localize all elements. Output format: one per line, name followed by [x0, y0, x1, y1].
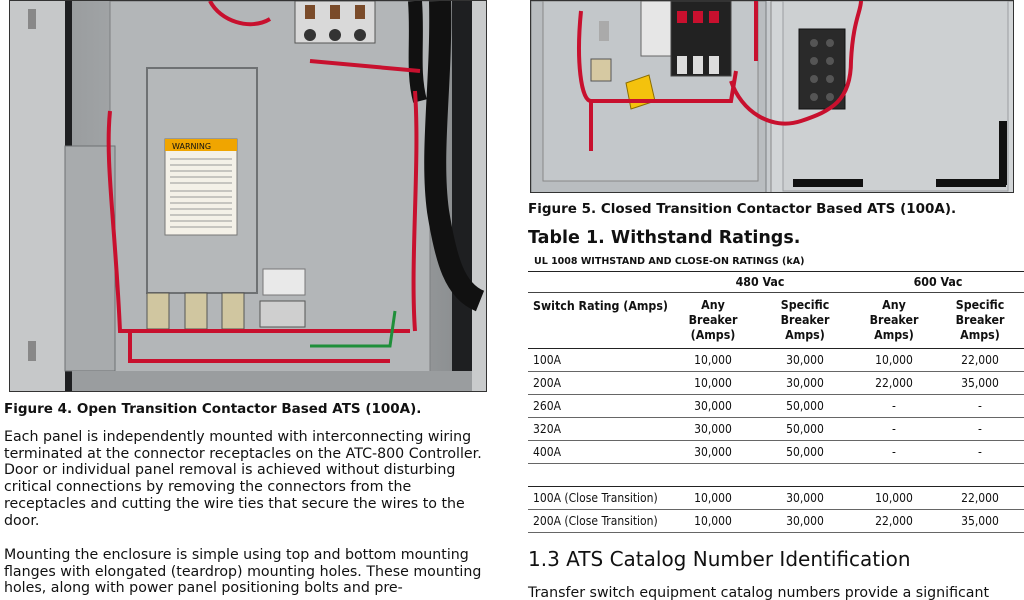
table-cell: 22,000: [852, 510, 936, 533]
table-cell: 30,000: [758, 487, 852, 510]
table-cell: 50,000: [758, 395, 852, 418]
table-cell: -: [936, 418, 1024, 441]
table-row: [528, 487, 1024, 510]
section-heading: 1.3 ATS Catalog Number Identification: [528, 547, 911, 571]
table-cell: 10,000: [668, 510, 758, 533]
header-line: Any: [701, 298, 725, 312]
table-cell: 200A: [528, 372, 668, 395]
table-cell: -: [852, 441, 936, 464]
figure-5-photo: [530, 0, 1014, 193]
table-cell: 50,000: [758, 441, 852, 464]
header-line: (Amps): [690, 328, 736, 342]
header-switch-rating: Switch Rating (Amps): [528, 293, 668, 349]
table-cell: 50,000: [758, 418, 852, 441]
body-paragraph-enclosure-mounting: Mounting the enclosure is simple using top and bottom mounting flanges with elongated (teardrop) mounting holes. These mounting holes, along with power panel positioning bolts and pre-: [4, 547, 482, 597]
table-row: [528, 372, 1024, 395]
table-spacer-row: [528, 464, 1024, 487]
table-cell: 22,000: [936, 349, 1024, 372]
table-subtitle: UL 1008 WITHSTAND AND CLOSE-ON RATINGS (kA): [534, 256, 805, 267]
header-line: Any: [882, 298, 906, 312]
table-cell: 260A: [528, 395, 668, 418]
header-specific-breaker-600: [936, 293, 1024, 349]
table-cell: 30,000: [758, 349, 852, 372]
header-line: Breaker: [780, 313, 830, 327]
table-cell: 30,000: [758, 510, 852, 533]
withstand-ratings-table: [528, 271, 1024, 533]
header-line: Breaker: [688, 313, 738, 327]
figure-5-caption: Figure 5. Closed Transition Contactor Based ATS (100A).: [528, 201, 957, 217]
table-cell: -: [936, 395, 1024, 418]
table-cell: 100A: [528, 349, 668, 372]
table-cell: 22,000: [936, 487, 1024, 510]
table-row: [528, 418, 1024, 441]
table-cell: 10,000: [852, 349, 936, 372]
table-cell: 30,000: [668, 395, 758, 418]
table-row: [528, 395, 1024, 418]
header-specific-breaker-480: [758, 293, 852, 349]
warning-label: WARNING: [172, 142, 212, 151]
table-cell: 30,000: [668, 441, 758, 464]
table-cell: -: [852, 395, 936, 418]
closed-transition-ats-photo: [531, 1, 1014, 193]
table-cell: 22,000: [852, 372, 936, 395]
table-cell: 35,000: [936, 510, 1024, 533]
header-any-breaker-600: [852, 293, 936, 349]
table-cell: 10,000: [668, 487, 758, 510]
table-cell: [936, 464, 1024, 487]
table-title: Table 1. Withstand Ratings.: [528, 228, 801, 248]
header-empty-cell: [528, 272, 668, 293]
table-cell: 30,000: [668, 418, 758, 441]
header-600vac: 600 Vac: [852, 272, 1024, 293]
header-line: Breaker: [955, 313, 1005, 327]
header-line: Breaker: [869, 313, 919, 327]
header-480vac: 480 Vac: [668, 272, 852, 293]
table-cell: 100A (Close Transition): [528, 487, 668, 510]
table-cell: [852, 464, 936, 487]
table-cell: 35,000: [936, 372, 1024, 395]
table-cell: 30,000: [758, 372, 852, 395]
table-cell: 400A: [528, 441, 668, 464]
table-cell: 200A (Close Transition): [528, 510, 668, 533]
table-cell: [758, 464, 852, 487]
table-cell: 10,000: [668, 349, 758, 372]
table-cell: -: [936, 441, 1024, 464]
header-line: Amps): [785, 328, 825, 342]
table-row: [528, 441, 1024, 464]
table-cell: -: [852, 418, 936, 441]
header-any-breaker-480: [668, 293, 758, 349]
open-transition-ats-photo: [10, 1, 487, 392]
table-cell: [528, 464, 668, 487]
header-line: Specific: [955, 298, 1005, 312]
figure-4-photo: [9, 0, 487, 392]
voltage-group-header-row: [528, 272, 1024, 293]
table-cell: 320A: [528, 418, 668, 441]
table-row: [528, 349, 1024, 372]
section-body-text: Transfer switch equipment catalog numbers provide a significant: [528, 585, 990, 600]
table-row: [528, 510, 1024, 533]
table-cell: 10,000: [852, 487, 936, 510]
header-line: Amps): [960, 328, 1000, 342]
table-cell: [668, 464, 758, 487]
body-paragraph-panel-mounting: Each panel is independently mounted with interconnecting wiring terminated at the connector receptacles on the ATC-800 Controller. Door or individual panel removal is achieved without disturbing critical connections by removing the connectors from the receptacles and cutting the wire ties that secure the wires to the door.: [4, 429, 482, 529]
figure-4-caption: Figure 4. Open Transition Contactor Based ATS (100A).: [4, 401, 422, 417]
header-line: Specific: [780, 298, 830, 312]
column-header-row: [528, 293, 1024, 349]
table-cell: 10,000: [668, 372, 758, 395]
header-line: Amps): [874, 328, 914, 342]
